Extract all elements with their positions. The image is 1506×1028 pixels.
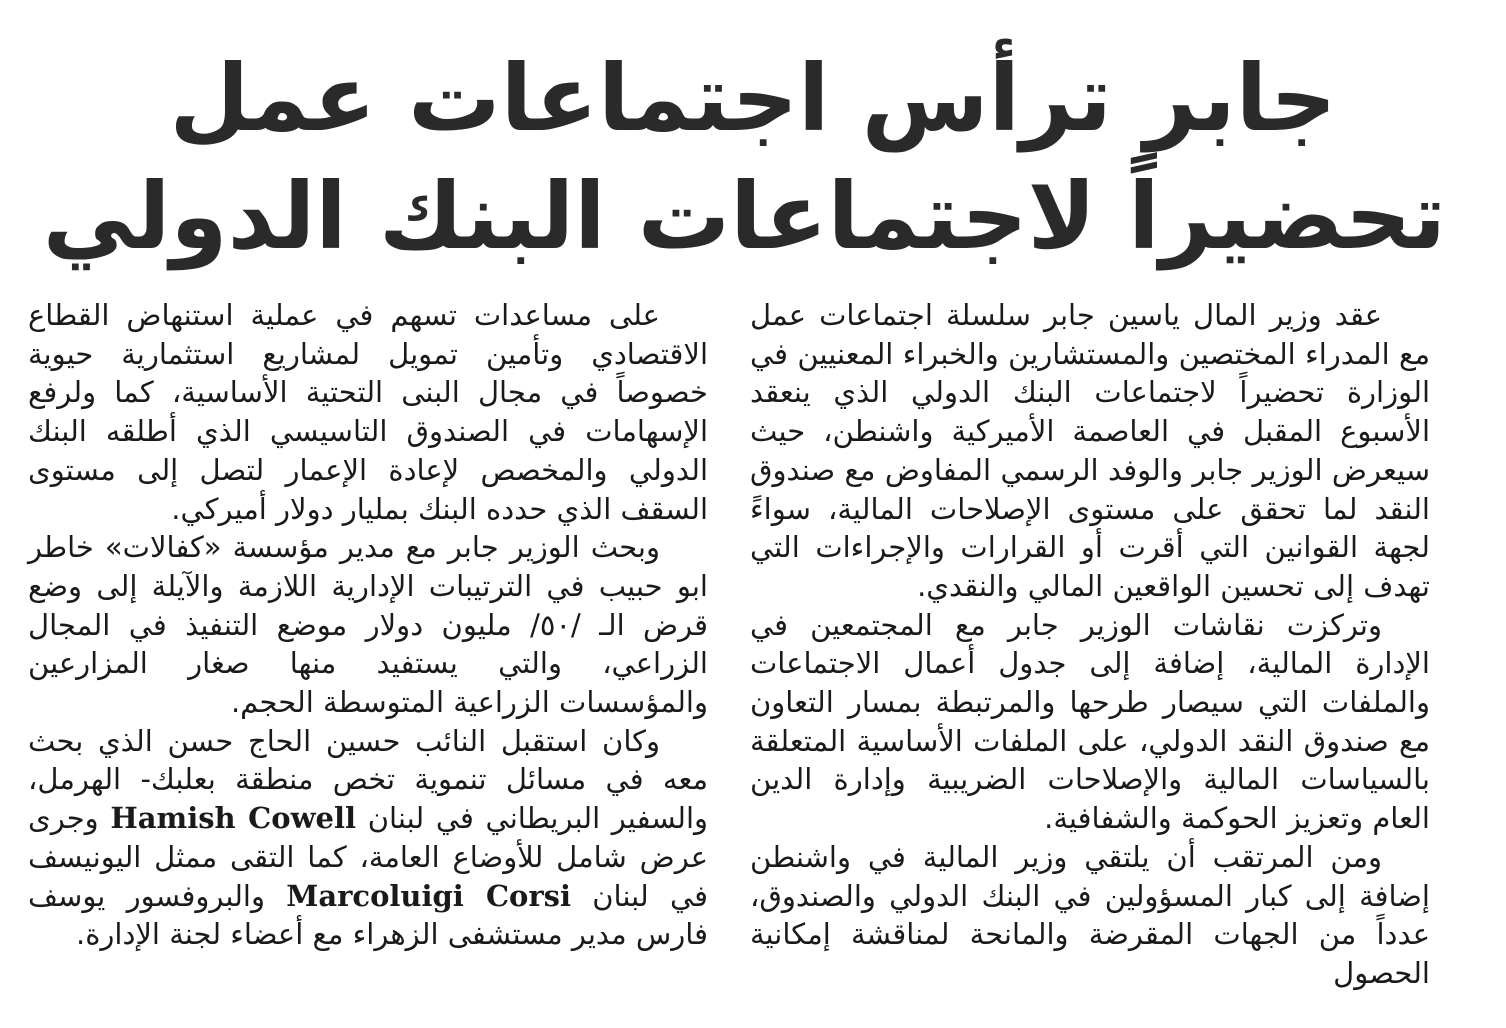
paragraph (28, 722, 708, 954)
paragraph-text: وجرى عرض شامل للأوضاع العامة، كما التقى ممثل اليونيسف في لبنان (28, 801, 708, 913)
paragraph-text: وكان استقبل النائب حسين الحاج حسن الذي بحث معه في مسائل تنموية تخص منطقة بعلبك- الهرمل، والسفير البريطاني في لبنان (28, 723, 709, 836)
person-name: Hamish Cowell (110, 801, 357, 836)
article-column-right (750, 296, 1430, 993)
person-name: Marcoluigi Corsi (286, 878, 571, 913)
paragraph: وتركزت نقاشات الوزير جابر مع المجتمعين في الإدارة المالية، إضافة إلى جدول أعمال الاجتماعات والملفات التي سيصار طرحها والمرتبطة بمسار التعاون مع صندوق النقد الدولي، على الملفات الأساسية المتعلقة بالسياسات المالية والإصلاحات الضريبية وإدارة الدين العام وتعزيز الحوكمة والشفافية. (750, 607, 1430, 836)
paragraph: عقد وزير المال ياسين جابر سلسلة اجتماعات عمل مع المدراء المختصين والمستشارين والخبراء المعنيين في الوزارة تحضيراً لاجتماعات البنك الدولي الذي ينعقد الأسبوع المقبل في العاصمة الأميركية واشنطن، حيث سيعرض الوزير جابر والوفد الرسمي المفاوض مع صندوق النقد لما تحقق على مستوى الإصلاحات المالية، سواءً لجهة القوانين التي أقرت أو القرارات والإجراءات التي تهدف إلى تحسين الواقعين المالي والنقدي. (750, 298, 1430, 603)
paragraph: ومن المرتقب أن يلتقي وزير المالية في واشنطن إضافة إلى كبار المسؤولين في البنك الدولي والصندوق، عدداً من الجهات المقرضة والمانحة لمناقشة إمكانية الحصول (750, 839, 1430, 990)
article-headline (42, 40, 1446, 276)
headline-line-2: تحضيراً لاجتماعات البنك الدولي (42, 163, 1446, 270)
paragraph: على مساعدات تسهم في عملية استنهاض القطاع الاقتصادي وتأمين تمويل لمشاريع استثمارية حيوية خصوصاً في مجال البنى التحتية الأساسية، كما ولرفع الإسهامات في الصندوق التاسيسي الذي أطلقه البنك الدولي والمخصص لإعادة الإعمار لتصل إلى مستوى السقف الذي حدده البنك بمليار دولار أميركي. (28, 298, 708, 526)
article-column-left (28, 296, 708, 954)
headline-line-1: جابر ترأس اجتماعات عمل (169, 45, 1337, 152)
paragraph-text: والبروفسور يوسف فارس مدير مستشفى الزهراء مع أعضاء لجنة الإدارة. (28, 878, 708, 952)
paragraph: وبحث الوزير جابر مع مدير مؤسسة «كفالات» خاطر ابو حبيب في الترتيبات الإدارية اللازمة والآيلة إلى وضع قرض الـ /٥٠/ مليون دولار موضع التنفيذ في المجال الزراعي، والتي يستفيد منها صغار المزارعين والمؤسسات الزراعية المتوسطة الحجم. (28, 530, 708, 720)
